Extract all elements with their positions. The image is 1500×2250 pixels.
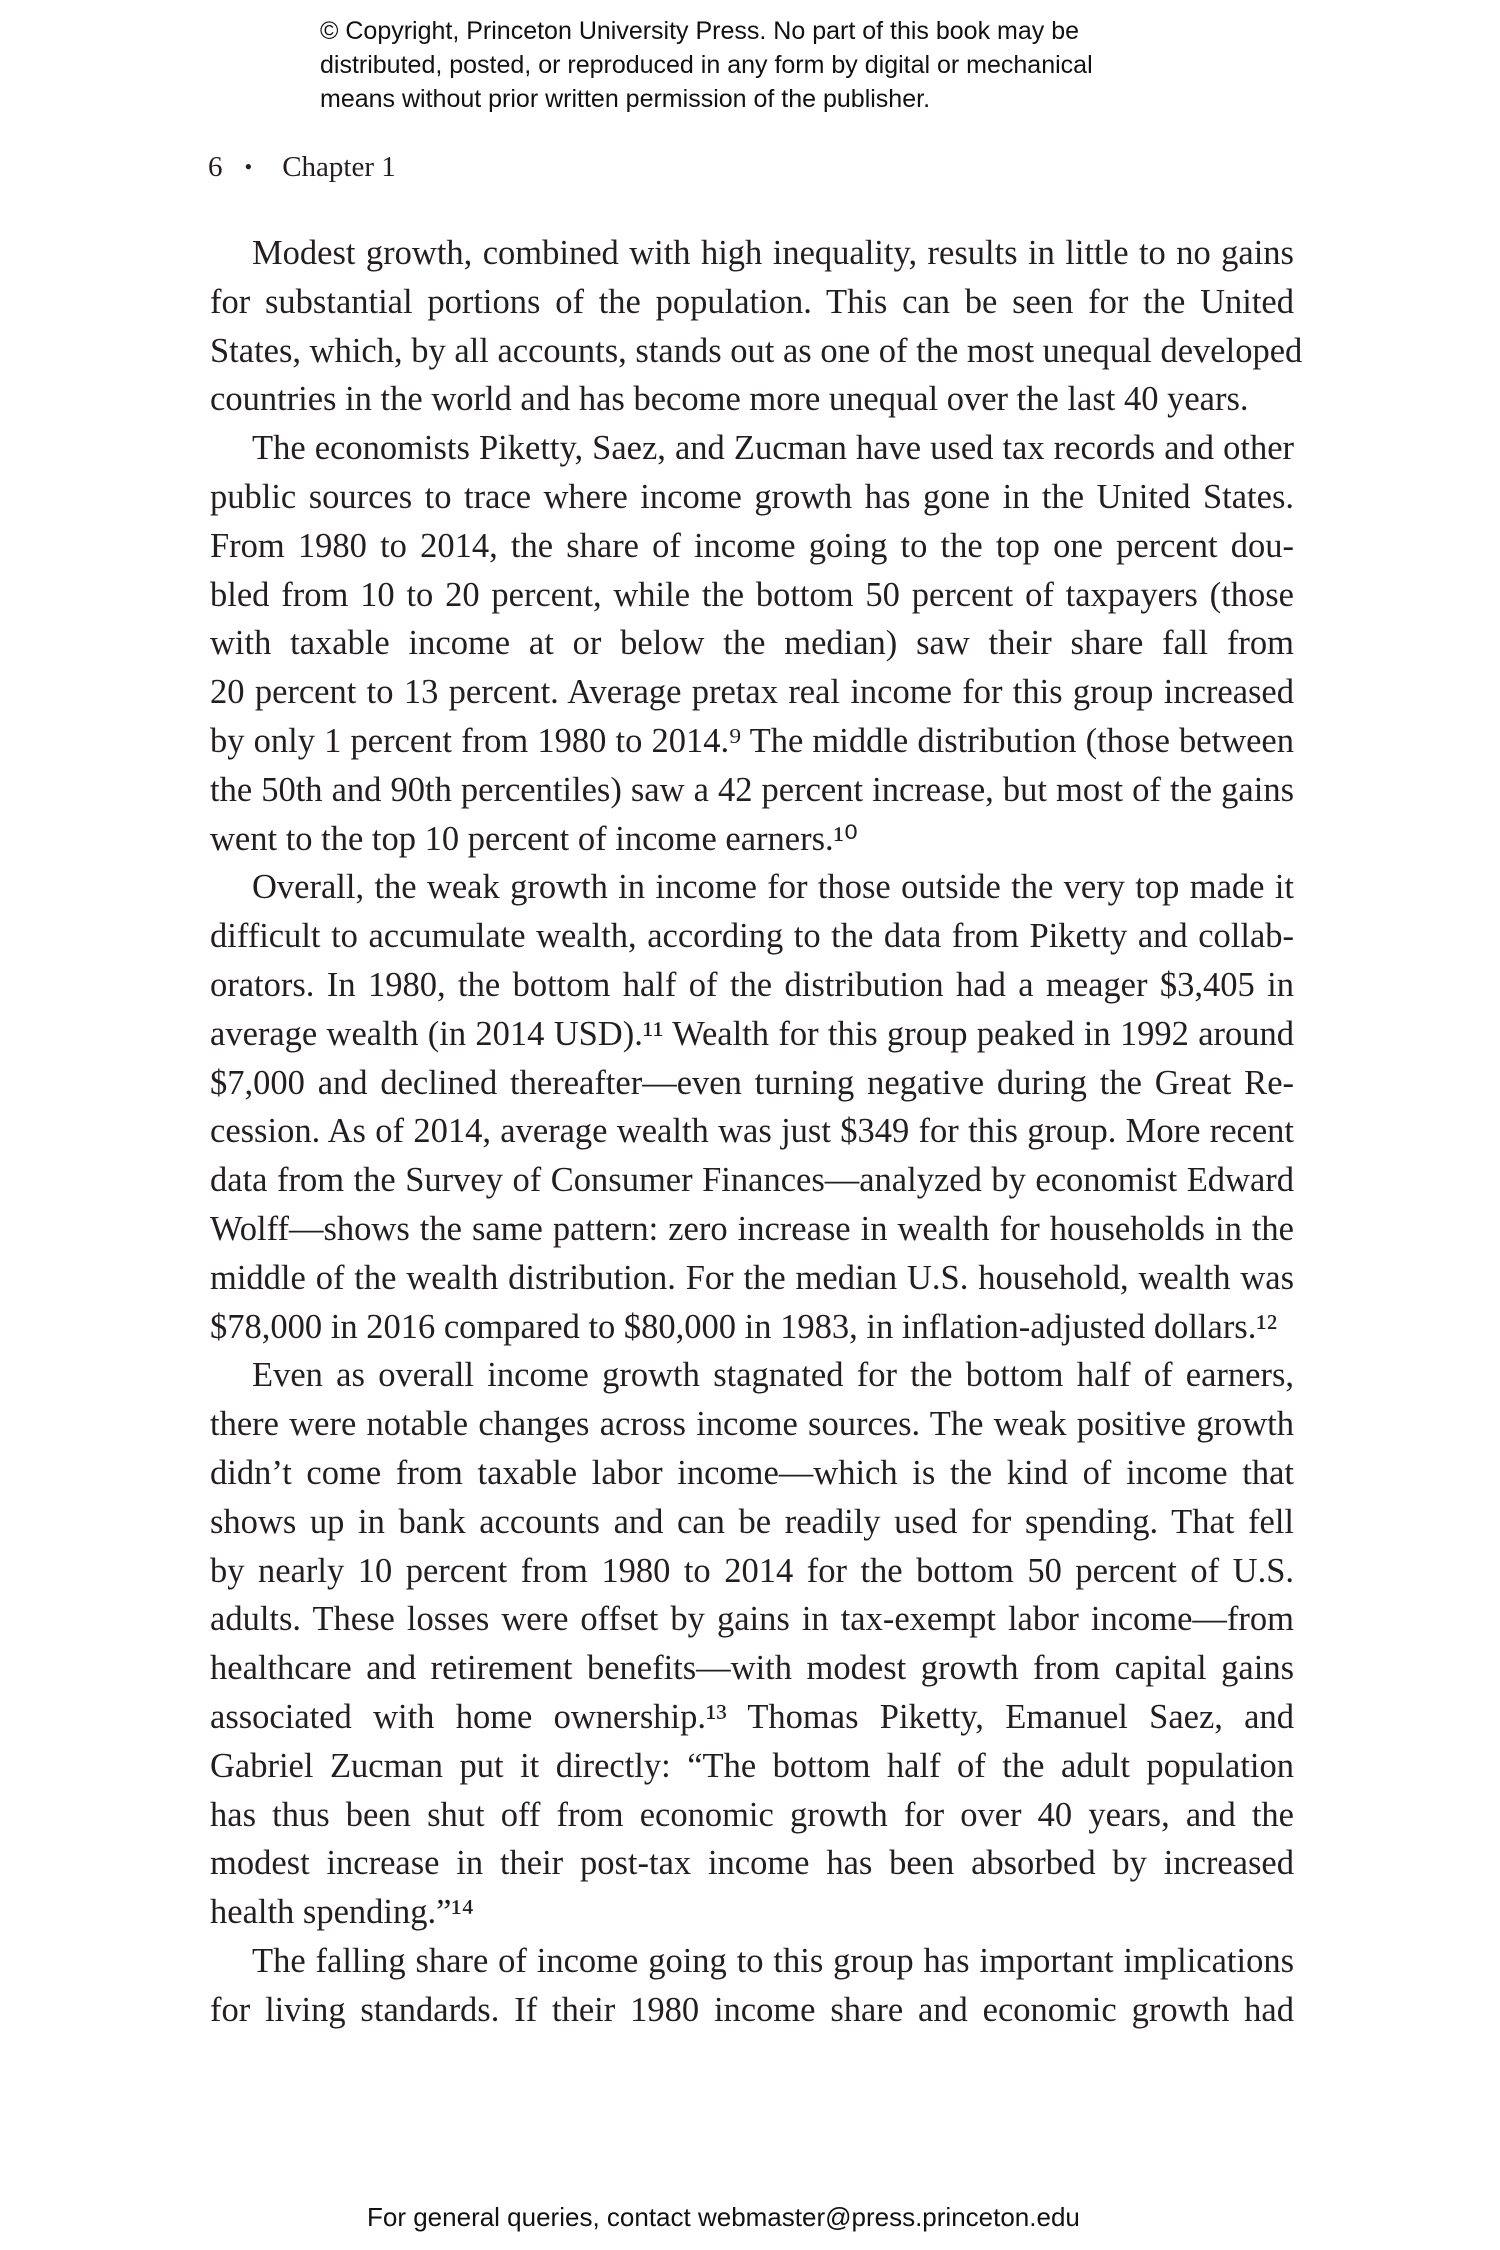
text-line: associated with home ownership.¹³ Thomas Piketty, Emanuel Saez, and	[210, 1697, 1294, 1736]
text-line: Gabriel Zucman put it directly: “The bottom half of the adult population	[210, 1746, 1294, 1785]
text-line: modest increase in their post-tax income has been absorbed by increased	[210, 1844, 1294, 1883]
text-line: health spending.”¹⁴	[210, 1893, 474, 1932]
body-text	[210, 229, 1303, 2034]
text-line: for substantial portions of the population. This can be seen for the United	[210, 282, 1294, 321]
copyright-line: © Copyright, Princeton University Press. No part of this book may be	[320, 17, 1080, 45]
text-line: went to the top 10 percent of income earners.¹⁰	[210, 819, 858, 858]
text-line: public sources to trace where income growth has gone in the United States.	[210, 477, 1294, 516]
text-line: didn’t come from taxable labor income—which is the kind of income that	[210, 1453, 1294, 1492]
text-line: 20 percent to 13 percent. Average pretax real income for this group increased	[210, 673, 1294, 712]
copyright-line: distributed, posted, or reproduced in any form by digital or mechanical	[320, 51, 1093, 79]
text-line: by nearly 10 percent from 1980 to 2014 for the bottom 50 percent of U.S.	[210, 1551, 1294, 1590]
bullet-separator: •	[244, 154, 253, 179]
text-line: $7,000 and declined thereafter—even turning negative during the Great Re-	[210, 1063, 1294, 1102]
copyright-notice	[320, 14, 1260, 116]
text-line: Overall, the weak growth in income for those outside the very top made it	[252, 868, 1294, 907]
text-line: $78,000 in 2016 compared to $80,000 in 1983, in inflation-adjusted dollars.¹²	[210, 1307, 1278, 1346]
running-head	[208, 147, 396, 187]
text-line: middle of the wealth distribution. For the median U.S. household, wealth was	[210, 1258, 1294, 1297]
text-line: by only 1 percent from 1980 to 2014.⁹ The middle distribution (those between	[210, 721, 1294, 760]
page-number: 6	[208, 151, 223, 183]
text-line: Modest growth, combined with high inequality, results in little to no gains	[252, 234, 1294, 272]
text-line: Wolff—shows the same pattern: zero increase in wealth for households in the	[210, 1209, 1294, 1248]
text-line: with taxable income at or below the median) saw their share fall from	[210, 624, 1294, 663]
text-line: shows up in bank accounts and can be readily used for spending. That fell	[210, 1502, 1294, 1541]
text-line: data from the Survey of Consumer Finances—analyzed by economist Edward	[210, 1161, 1294, 1200]
text-line: States, which, by all accounts, stands out as one of the most unequal developed	[210, 331, 1303, 370]
copyright-line: means without prior written permission of the publisher.	[320, 85, 931, 113]
text-line: adults. These losses were offset by gains in tax-exempt labor income—from	[210, 1600, 1294, 1639]
text-line: From 1980 to 2014, the share of income going to the top one percent dou-	[210, 526, 1294, 565]
text-line: countries in the world and has become more unequal over the last 40 years.	[210, 380, 1249, 419]
text-line: cession. As of 2014, average wealth was just $349 for this group. More recent	[210, 1112, 1294, 1151]
text-line: difficult to accumulate wealth, according to the data from Piketty and collab-	[210, 917, 1294, 956]
text-line: average wealth (in 2014 USD).¹¹ Wealth for this group peaked in 1992 around	[210, 1014, 1294, 1053]
text-line: for living standards. If their 1980 income share and economic growth had	[210, 1990, 1294, 2029]
text-line: the 50th and 90th percentiles) saw a 42 percent increase, but most of the gains	[210, 770, 1294, 809]
footer-contact: For general queries, contact webmaster@press.princeton.edu	[367, 2202, 1080, 2232]
text-line: The economists Piketty, Saez, and Zucman have used tax records and other	[252, 429, 1294, 468]
text-line: bled from 10 to 20 percent, while the bottom 50 percent of taxpayers (those	[210, 575, 1294, 614]
text-line: has thus been shut off from economic growth for over 40 years, and the	[210, 1795, 1294, 1834]
text-line: orators. In 1980, the bottom half of the distribution had a meager $3,405 in	[210, 965, 1294, 1004]
chapter-label: Chapter 1	[282, 151, 396, 183]
text-line: Even as overall income growth stagnated for the bottom half of earners,	[252, 1356, 1294, 1395]
text-line: there were notable changes across income sources. The weak positive growth	[210, 1405, 1294, 1444]
text-line: healthcare and retirement benefits—with modest growth from capital gains	[210, 1649, 1294, 1688]
text-line: The falling share of income going to this group has important implications	[252, 1941, 1294, 1980]
